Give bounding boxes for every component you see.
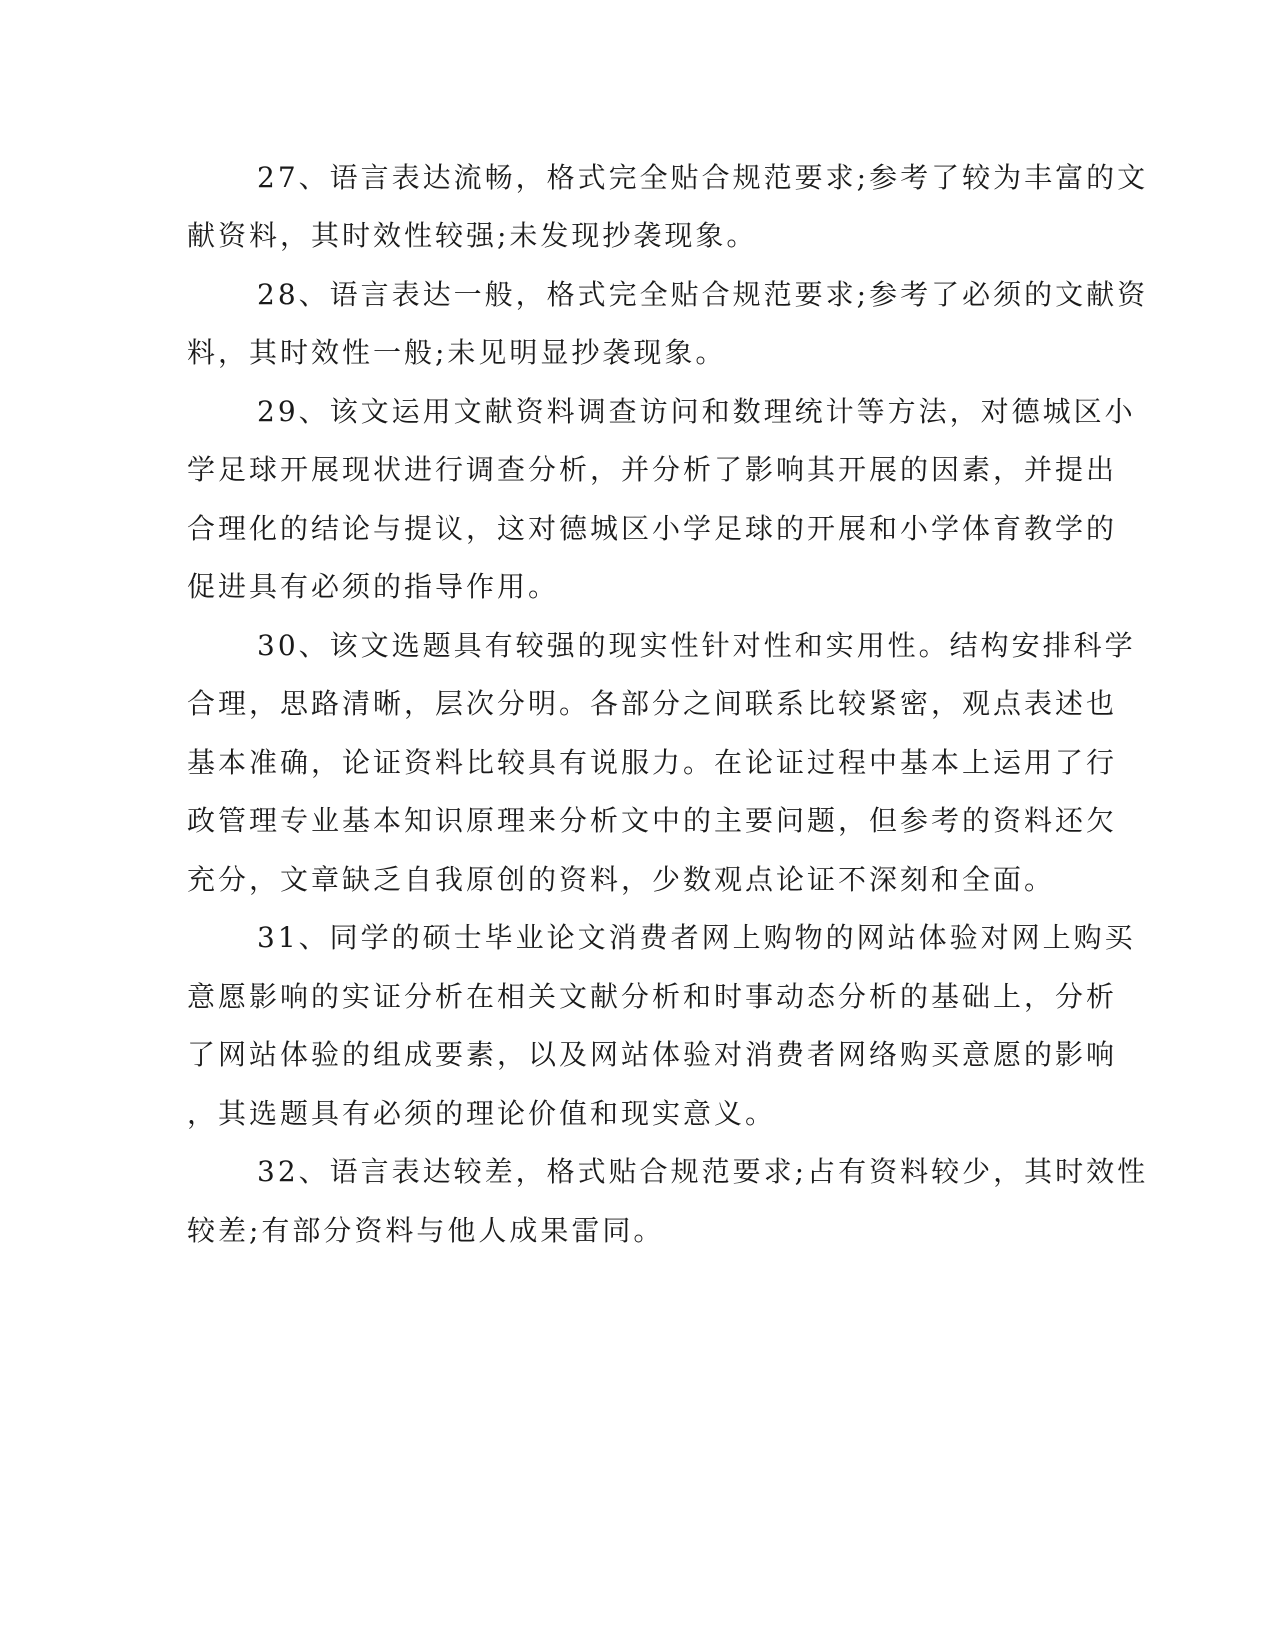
paragraph-31-line-1: 31、同学的硕士毕业论文消费者网上购物的网站体验对网上购买: [257, 921, 1136, 954]
paragraph-30-line-5: 充分，文章缺乏自我原创的资料，少数观点论证不深刻和全面。: [187, 863, 1056, 896]
paragraph-28-line-1: 28、语言表达一般，格式完全贴合规范要求;参考了必须的文献资: [257, 278, 1149, 311]
paragraph-31-line-2: 意愿影响的实证分析在相关文献分析和时事动态分析的基础上，分析: [187, 980, 1118, 1013]
paragraph-28-line-2: 料，其时效性一般;未见明显抄袭现象。: [187, 336, 727, 369]
paragraph-30-line-3: 基本准确，论证资料比较具有说服力。在论证过程中基本上运用了行: [187, 746, 1118, 779]
paragraph-31-line-4: ，其选题具有必须的理论价值和现实意义。: [187, 1097, 777, 1130]
paragraph-31-line-3: 了网站体验的组成要素，以及网站体验对消费者网络购买意愿的影响: [187, 1038, 1118, 1071]
paragraph-29-line-4: 促进具有必须的指导作用。: [187, 570, 560, 603]
paragraph-29-line-1: 29、该文运用文献资料调查访问和数理统计等方法，对德城区小: [257, 395, 1136, 428]
paragraph-30-line-4: 政管理专业基本知识原理来分析文中的主要问题，但参考的资料还欠: [187, 804, 1118, 837]
paragraph-30-line-1: 30、该文选题具有较强的现实性针对性和实用性。结构安排科学: [257, 629, 1136, 662]
paragraph-29-line-2: 学足球开展现状进行调查分析，并分析了影响其开展的因素，并提出: [187, 453, 1118, 486]
paragraph-27-line-1: 27、语言表达流畅，格式完全贴合规范要求;参考了较为丰富的文: [257, 161, 1149, 194]
paragraph-32-line-2: 较差;有部分资料与他人成果雷同。: [187, 1214, 665, 1247]
paragraph-29-line-3: 合理化的结论与提议，这对德城区小学足球的开展和小学体育教学的: [187, 512, 1118, 545]
paragraph-30-line-2: 合理，思路清晰，层次分明。各部分之间联系比较紧密，观点表述也: [187, 687, 1118, 720]
paragraph-32-line-1: 32、语言表达较差，格式贴合规范要求;占有资料较少，其时效性: [257, 1155, 1149, 1188]
paragraph-27-line-2: 献资料，其时效性较强;未发现抄袭现象。: [187, 219, 758, 252]
